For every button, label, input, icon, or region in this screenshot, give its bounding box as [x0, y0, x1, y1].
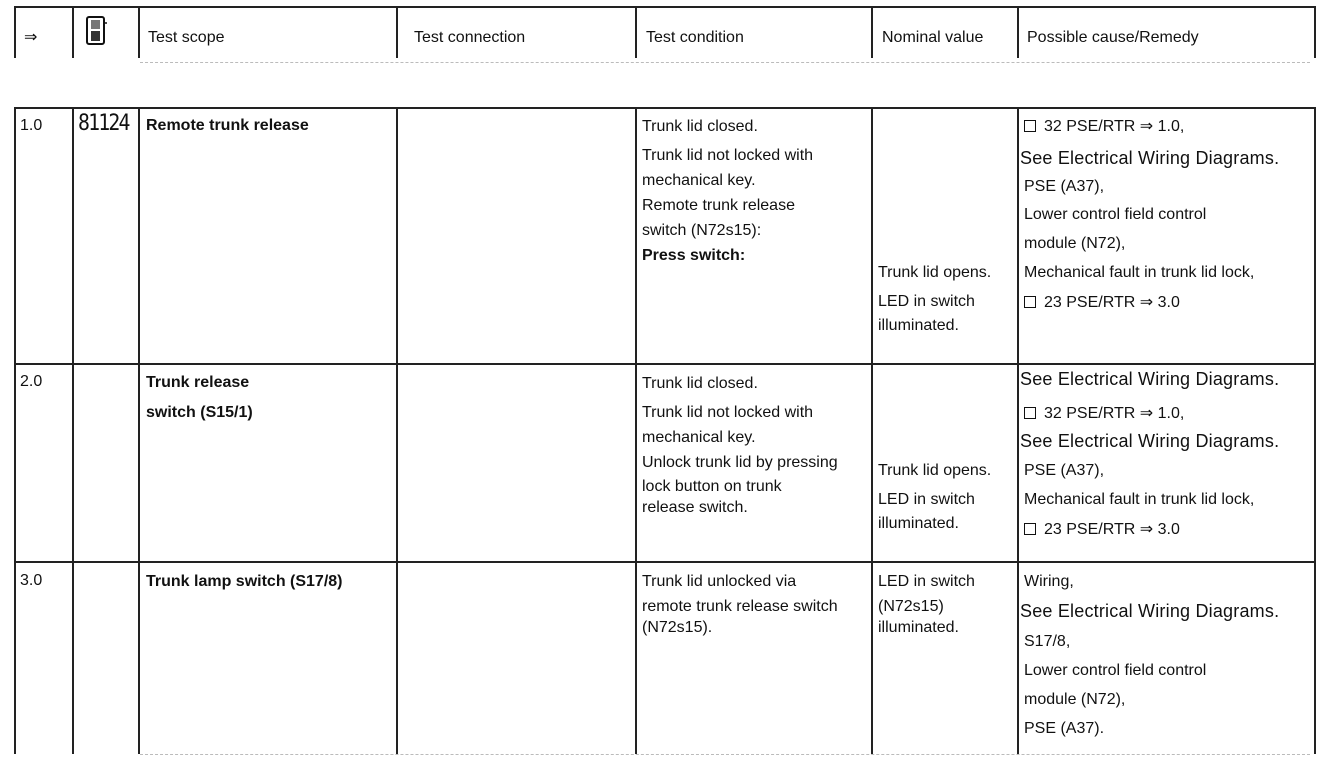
header-divider — [72, 6, 74, 58]
body-divider — [138, 107, 140, 754]
test-scope: Remote trunk release — [146, 117, 309, 134]
remedy-text: 23 PSE/RTR ⇒ 3.0 — [1044, 294, 1180, 311]
checkbox-icon — [1024, 296, 1036, 308]
remedy-line: Mechanical fault in trunk lid lock, — [1024, 491, 1255, 508]
test-scope: Trunk lamp switch (S17/8) — [146, 573, 343, 590]
remedy-line: See Electrical Wiring Diagrams. — [1020, 369, 1280, 389]
nominal-value-line: LED in switch — [878, 491, 975, 508]
test-condition-line: switch (N72s15): — [642, 222, 762, 239]
row-number: 3.0 — [20, 572, 43, 589]
body-divider — [1017, 107, 1019, 754]
test-condition-line: Remote trunk release — [642, 197, 795, 214]
diagnostic-tester-icon — [84, 15, 108, 47]
test-condition-line: Unlock trunk lid by pressing — [642, 454, 838, 471]
test-condition-line: remote trunk release switch — [642, 598, 838, 615]
remedy-line — [1024, 517, 1180, 542]
remedy-text: 32 PSE/RTR ⇒ 1.0, — [1044, 405, 1185, 422]
body-top-border — [14, 107, 1316, 109]
nominal-value-line: Trunk lid opens. — [878, 264, 992, 281]
row-number: 2.0 — [20, 373, 43, 390]
scan-dash — [140, 62, 1310, 64]
remedy-text: 23 PSE/RTR ⇒ 3.0 — [1044, 521, 1180, 538]
test-condition-line: Trunk lid not locked with — [642, 404, 814, 421]
header-divider — [396, 6, 398, 58]
nominal-value-line: illuminated. — [878, 317, 959, 334]
nominal-value-line: LED in switch — [878, 573, 975, 590]
test-condition-line: mechanical key. — [642, 429, 756, 446]
header-remedy: Possible cause/Remedy — [1027, 29, 1199, 46]
header-divider — [138, 6, 140, 58]
remedy-line: See Electrical Wiring Diagrams. — [1020, 601, 1280, 621]
row-code: 81124 — [78, 111, 129, 136]
checkbox-icon — [1024, 523, 1036, 535]
body-right-border — [1314, 107, 1316, 754]
remedy-line — [1024, 290, 1180, 315]
header-left-border — [14, 6, 16, 58]
header-right-border — [1314, 6, 1316, 58]
remedy-line: Wiring, — [1024, 573, 1074, 590]
header-divider — [1017, 6, 1019, 58]
remedy-line — [1024, 114, 1184, 139]
test-condition-line: Press switch: — [642, 247, 746, 264]
remedy-line: See Electrical Wiring Diagrams. — [1020, 431, 1280, 451]
scan-dash — [140, 754, 1310, 756]
test-condition-line: Trunk lid not locked with — [642, 147, 814, 164]
nominal-value-line: Trunk lid opens. — [878, 462, 992, 479]
body-divider — [871, 107, 873, 754]
nominal-value-line: (N72s15) — [878, 598, 944, 615]
header-divider — [635, 6, 637, 58]
test-condition-line: Trunk lid closed. — [642, 118, 758, 135]
remedy-line: PSE (A37), — [1024, 178, 1105, 195]
header-top-border — [14, 6, 1316, 8]
header-nominal-value: Nominal value — [882, 29, 984, 46]
remedy-line: module (N72), — [1024, 691, 1126, 708]
test-condition-line: (N72s15). — [642, 619, 713, 636]
remedy-line: S17/8, — [1024, 633, 1071, 650]
remedy-line: module (N72), — [1024, 235, 1126, 252]
checkbox-icon — [1024, 407, 1036, 419]
nominal-value-line: LED in switch — [878, 293, 975, 310]
test-condition-line: Trunk lid unlocked via — [642, 573, 797, 590]
header-test-condition: Test condition — [646, 29, 744, 46]
remedy-line: Lower control field control — [1024, 206, 1207, 223]
row-separator — [14, 363, 1316, 365]
body-divider — [72, 107, 74, 754]
remedy-line — [1024, 401, 1184, 426]
body-divider — [396, 107, 398, 754]
row-separator — [14, 561, 1316, 563]
header-test-connection: Test connection — [414, 29, 526, 46]
test-condition-line: Trunk lid closed. — [642, 375, 758, 392]
checkbox-icon — [1024, 120, 1036, 132]
remedy-line: See Electrical Wiring Diagrams. — [1020, 148, 1280, 168]
nominal-value-line: illuminated. — [878, 515, 959, 532]
row-number: 1.0 — [20, 117, 43, 134]
body-divider — [635, 107, 637, 754]
test-condition-line: lock button on trunk — [642, 478, 782, 495]
test-condition-line: release switch. — [642, 499, 748, 516]
remedy-line: PSE (A37). — [1024, 720, 1105, 737]
nominal-value-line: illuminated. — [878, 619, 959, 636]
header-arrow: ⇒ — [24, 29, 38, 46]
remedy-line: Mechanical fault in trunk lid lock, — [1024, 264, 1255, 281]
test-scope: Trunk release — [146, 374, 250, 391]
header-divider — [871, 6, 873, 58]
header-test-scope: Test scope — [148, 29, 225, 46]
body-left-border — [14, 107, 16, 754]
remedy-text: 32 PSE/RTR ⇒ 1.0, — [1044, 118, 1185, 135]
remedy-line: Lower control field control — [1024, 662, 1207, 679]
test-scope: switch (S15/1) — [146, 404, 253, 421]
test-condition-line: mechanical key. — [642, 172, 756, 189]
remedy-line: PSE (A37), — [1024, 462, 1105, 479]
